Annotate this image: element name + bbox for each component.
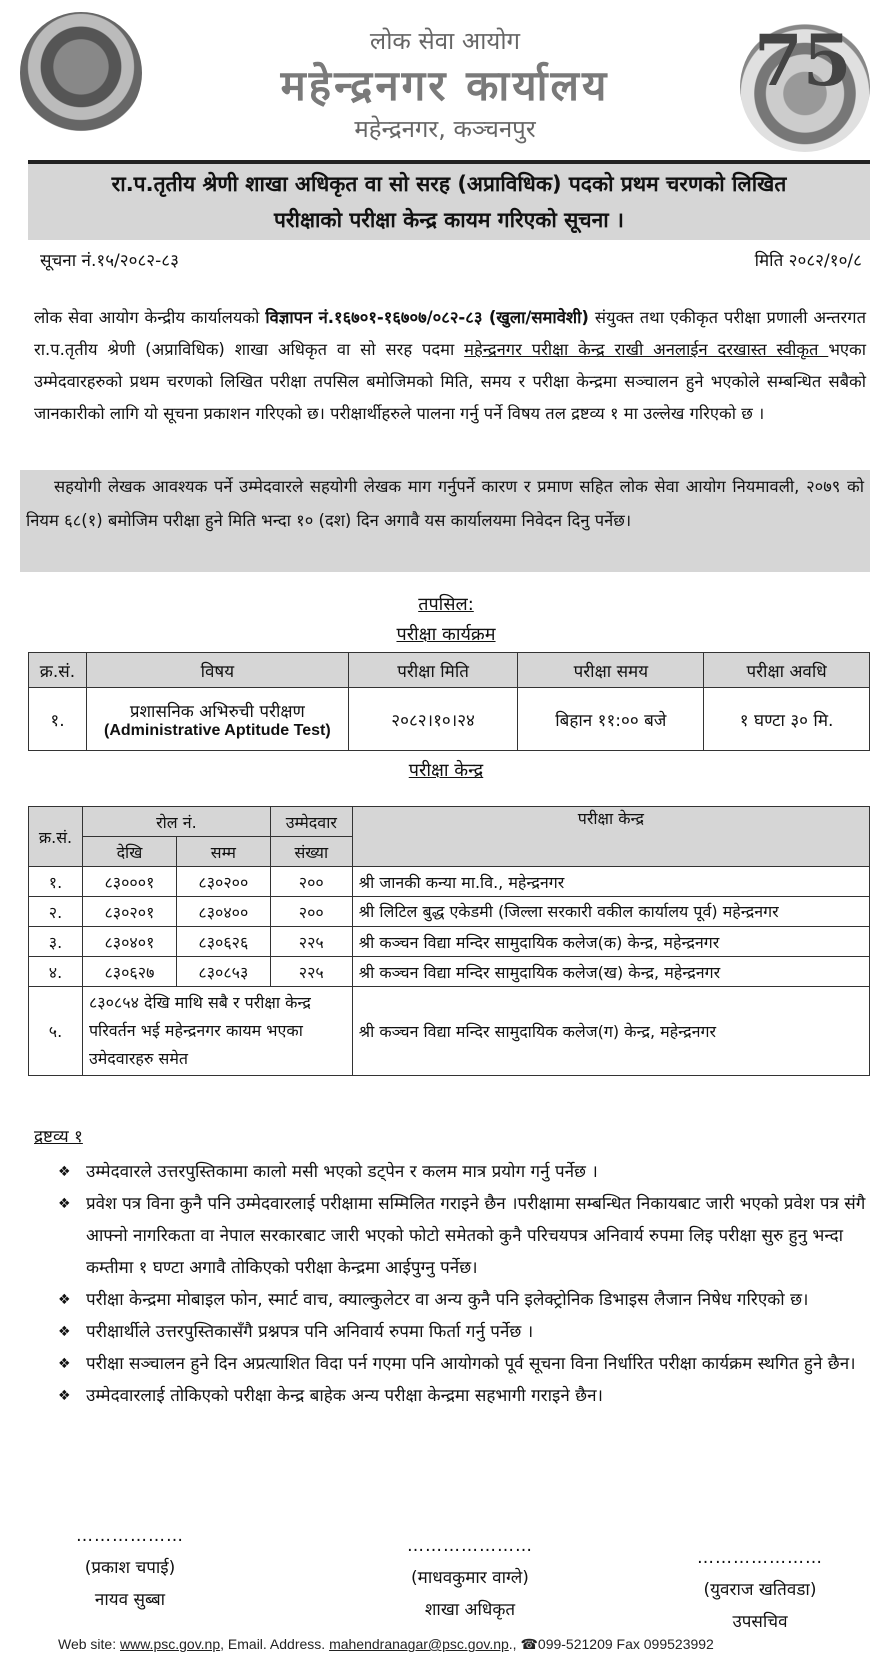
- cell-sn: ५.: [29, 987, 83, 1076]
- notice-number: सूचना नं.१५/२०८२-८३: [40, 251, 179, 271]
- diamond-bullet-icon: ❖: [58, 1356, 71, 1372]
- cell-centre: श्री लिटिल बुद्ध एकेडमी (जिल्ला सरकारी वकील कार्यालय पूर्व) महेन्द्रनगर: [352, 897, 869, 927]
- cell-to: ८३०२००: [176, 867, 270, 897]
- cell-count: २२५: [270, 927, 352, 957]
- office-name: महेन्द्रनगर कार्यालय: [280, 61, 610, 110]
- signatory-name: (माधवकुमार वाग्ले): [411, 1568, 529, 1588]
- list-item: [58, 1380, 868, 1412]
- cell-count: २२५: [270, 957, 352, 987]
- signature-block-3: [660, 1542, 860, 1638]
- note-text: परीक्षा केन्द्रमा मोबाइल फोन, स्मार्ट वाच, क्याल्कुलेटर वा अन्य कुनै पनि इलेक्ट्रोनिक डिभाइस लैजान निषेध गरिएको छ।: [86, 1290, 809, 1310]
- list-item: [58, 1188, 868, 1284]
- cell-centre: श्री जानकी कन्या मा.वि., महेन्द्रनगर: [352, 867, 869, 897]
- cell-to: ८३०६२६: [176, 927, 270, 957]
- table-header-row: [29, 807, 870, 837]
- cell-sn: १.: [29, 688, 87, 751]
- para-text: संयुक्त तथा एकीकृत परीक्षा प्रणाली अन्तरगत रा.प.तृतीय श्रेणी (अप्राविधिक) शाखा अधिकृत वा सो सरह पदमा: [34, 308, 866, 359]
- col-header: देखि: [82, 837, 176, 867]
- list-item: [58, 1284, 868, 1316]
- website-link[interactable]: www.psc.gov.np: [120, 1636, 221, 1652]
- table-row: [29, 867, 870, 897]
- cell-to: ८३०८५३: [176, 957, 270, 987]
- signature-line: ………………: [76, 1526, 184, 1546]
- tapsil-label: तपसिल:: [418, 594, 474, 615]
- cell-duration: १ घण्टा ३० मि.: [704, 688, 870, 751]
- anniversary-number: 75: [754, 19, 852, 102]
- exam-schedule-table: [28, 652, 870, 751]
- cell-centre: श्री कञ्चन विद्या मन्दिर सामुदायिक कलेज(ख) केन्द्र, महेन्द्रनगर: [352, 957, 869, 987]
- email-link[interactable]: mahendranagar@psc.gov.np: [329, 1636, 509, 1652]
- para-text: भएका उम्मेदवारहरुको प्रथम चरणको लिखित परीक्षा तपसिल बमोजिमको मिति, समय र परीक्षा केन्द्रमा सञ्चालन हुने भएकोले सम्बन्धित सबैको जानकारीको लागि यो सूचना प्रकाशन गरिएको छ। परीक्षार्थीहरुले पालना गर्नु पर्ने विषय तल द्रष्टव्य १ मा उल्लेख गरिएको छ ।: [34, 340, 866, 423]
- diamond-bullet-icon: ❖: [58, 1388, 71, 1404]
- note-text: उम्मेदवारलाई तोकिएको परीक्षा केन्द्र बाहेक अन्य परीक्षा केन्द्रमा सहभागी गराइने छैन।: [86, 1386, 603, 1406]
- cell-sn: ४.: [29, 957, 83, 987]
- diamond-bullet-icon: ❖: [58, 1324, 71, 1340]
- cell-subject: [86, 688, 348, 751]
- cell-count: २००: [270, 897, 352, 927]
- title-line-1: रा.प.तृतीय श्रेणी शाखा अधिकृत वा सो सरह (अप्राविधिक) पदको प्रथम चरणको लिखित: [111, 172, 787, 196]
- note-text: प्रवेश पत्र विना कुनै पनि उम्मेदवारलाई परीक्षामा सम्मिलित गराइने छैन ।परीक्षामा सम्बन्धित निकायबाट जारी भएको प्रवेश पत्र संगै आफ्नो नागरिकता वा नेपाल सरकारबाट जारी भएको फोटो समेतको कुनै परिचयपत्र अनिवार्य रुपमा लिइ परीक्षा सुरु हुनु भन्दा कम्तीमा १ घण्टा अगावै तोकिएको परीक्षा केन्द्रमा आईपुग्नु पर्नेछ।: [86, 1194, 866, 1278]
- list-item: [58, 1316, 868, 1348]
- table-header-row: [29, 653, 870, 688]
- cell-sn: १.: [29, 867, 83, 897]
- list-item: [58, 1156, 868, 1188]
- col-header: परीक्षा मिति: [348, 653, 518, 688]
- col-header: रोल नं.: [82, 807, 270, 837]
- col-header: परीक्षा अवधि: [704, 653, 870, 688]
- col-header: क्र.सं.: [29, 653, 87, 688]
- cell-centre: श्री कञ्चन विद्या मन्दिर सामुदायिक कलेज(क) केन्द्र, महेन्द्रनगर: [352, 927, 869, 957]
- subject-en: (Administrative Aptitude Test): [103, 721, 331, 739]
- notice-date: मिति २०८२/१०/८: [754, 251, 862, 271]
- table-row: [29, 957, 870, 987]
- col-header: परीक्षा समय: [518, 653, 704, 688]
- note-heading: द्रष्टव्य १: [34, 1127, 83, 1147]
- signatory-role: उपसचिव: [732, 1612, 788, 1632]
- footer-label: , Email. Address.: [220, 1636, 330, 1652]
- title-line-2: परीक्षाको परीक्षा केन्द्र कायम गरिएको सूचना ।: [273, 208, 625, 232]
- psc-75-anniversary-logo: [740, 19, 870, 152]
- exam-centre-note: महेन्द्रनगर परीक्षा केन्द्र राखी अनलाईन दरखास्त स्वीकृत: [464, 340, 829, 359]
- nepal-emblem-logo: [20, 12, 142, 134]
- cell-roll-range: ८३०८५४ देखि माथि सबै र परीक्षा केन्द्र परिवर्तन भई महेन्द्रनगर कायम भएका उमेदवारहरु समेत: [82, 987, 352, 1076]
- signatory-role: नायव सुब्बा: [94, 1590, 166, 1610]
- note-text: परीक्षा सञ्चालन हुने दिन अप्रत्याशित विदा पर्न गएमा पनि आयोगको पूर्व सूचना विना निर्धारित परीक्षा कार्यक्रम स्थगित हुने छैन।: [86, 1354, 856, 1374]
- cell-from: ८३०००१: [82, 867, 176, 897]
- col-header: सम्म: [176, 837, 270, 867]
- para-text: लोक सेवा आयोग केन्द्रीय कार्यालयको: [34, 308, 266, 327]
- signature-block-1: [40, 1520, 220, 1616]
- cell-to: ८३०४००: [176, 897, 270, 927]
- note-text: परीक्षार्थीले उत्तरपुस्तिकासँगै प्रश्नपत्र पनि अनिवार्य रुपमा फिर्ता गर्नु पर्नेछ ।: [86, 1322, 534, 1342]
- table-row: [29, 927, 870, 957]
- notes-list: [58, 1156, 868, 1412]
- col-header: परीक्षा केन्द्र: [352, 807, 869, 867]
- footer-phone: ., ☎099-521209 Fax 099523992: [508, 1636, 714, 1652]
- signatory-role: शाखा अधिकृत: [424, 1600, 516, 1620]
- table-row: [29, 897, 870, 927]
- schedule-label: परीक्षा कार्यक्रम: [396, 624, 496, 645]
- exam-centre-table: [28, 806, 870, 1076]
- cell-from: ८३०२०१: [82, 897, 176, 927]
- col-header: विषय: [86, 653, 348, 688]
- cell-from: ८३०६२७: [82, 957, 176, 987]
- office-place: महेन्द्रनगर, कञ्चनपुर: [354, 115, 536, 143]
- note-text: उम्मेदवारले उत्तरपुस्तिकामा कालो मसी भएको डट्पेन र कलम मात्र प्रयोग गर्नु पर्नेछ ।: [86, 1162, 598, 1182]
- cell-time: बिहान ११:०० बजे: [518, 688, 704, 751]
- notice-title: [28, 164, 870, 240]
- col-header: संख्या: [270, 837, 352, 867]
- signature-line: …………………: [697, 1548, 823, 1568]
- table-row: [29, 987, 870, 1076]
- centre-label: परीक्षा केन्द्र: [408, 760, 484, 781]
- signatory-name: (प्रकाश चपाई): [84, 1558, 176, 1578]
- cell-count: २००: [270, 867, 352, 897]
- signature-block-2: [360, 1530, 580, 1626]
- diamond-bullet-icon: ❖: [58, 1196, 71, 1212]
- notice-paragraph: [34, 302, 866, 430]
- subject-np: प्रशासनिक अभिरुची परीक्षण: [129, 701, 305, 722]
- cell-from: ८३०४०१: [82, 927, 176, 957]
- list-item: [58, 1348, 868, 1380]
- cell-date: २०८२।१०।२४: [348, 688, 518, 751]
- diamond-bullet-icon: ❖: [58, 1164, 71, 1180]
- footer-contact: [58, 1636, 714, 1653]
- diamond-bullet-icon: ❖: [58, 1292, 71, 1308]
- col-header: उम्मेदवार: [270, 807, 352, 837]
- footer-label: Web site:: [58, 1636, 120, 1652]
- helper-writer-notice: सहयोगी लेखक आवश्यक पर्ने उम्मेदवारले सहयोगी लेखक माग गर्नुपर्ने कारण र प्रमाण सहित लोक सेवा आयोग नियमावली, २०७९ को नियम ६८(१) बमोजिम परीक्षा हुने मिति भन्दा १० (दश) दिन अगावै यस कार्यालयमा निवेदन दिनु पर्नेछ।: [20, 470, 870, 572]
- org-name: लोक सेवा आयोग: [369, 27, 521, 55]
- signature-line: …………………: [407, 1536, 533, 1556]
- table-row: [29, 688, 870, 751]
- cell-centre: श्री कञ्चन विद्या मन्दिर सामुदायिक कलेज(ग) केन्द्र, महेन्द्रनगर: [352, 987, 869, 1076]
- signatory-name: (युवराज खतिवडा): [703, 1580, 817, 1600]
- advertisement-ref: विज्ञापन नं.१६७०१-१६७०७/०८२-८३ (खुला/समावेशी): [265, 308, 589, 327]
- cell-sn: ३.: [29, 927, 83, 957]
- col-header: क्र.सं.: [29, 807, 83, 867]
- cell-sn: २.: [29, 897, 83, 927]
